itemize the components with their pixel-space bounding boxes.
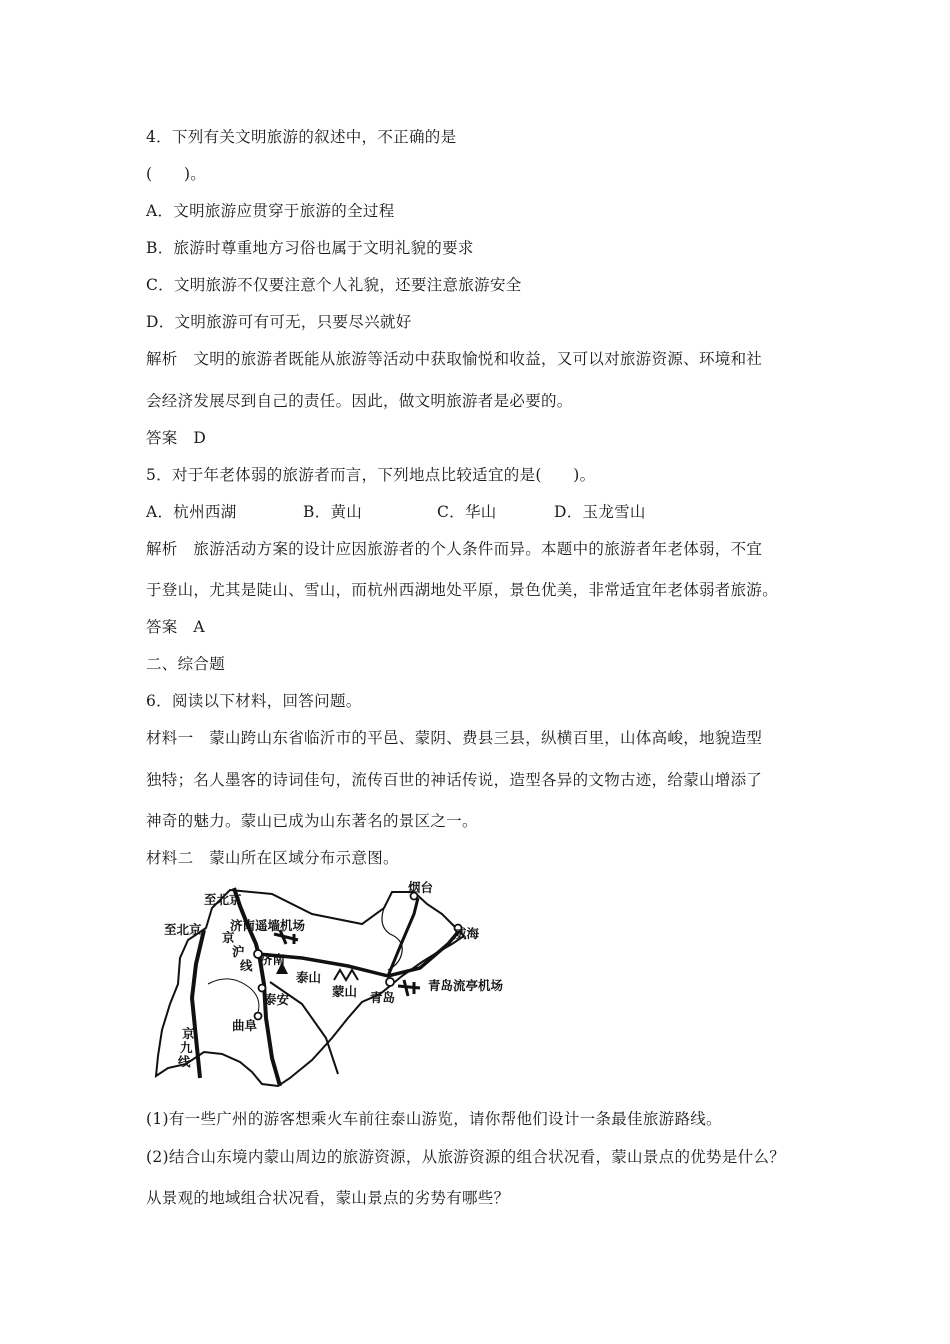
q4-option-c: C．文明旅游不仅要注意个人礼貌，还要注意旅游安全 bbox=[146, 276, 522, 294]
q5-analysis-line1: 解析 旅游活动方案的设计应因旅游者的个人条件而异。本题中的旅游者年老体弱，不宜 bbox=[146, 540, 763, 558]
label-qingdao-airport: 青岛流亭机场 bbox=[428, 978, 504, 993]
label-jingjiu-2: 九 bbox=[180, 1040, 193, 1055]
q5-option-b: B．黄山 bbox=[303, 503, 363, 521]
mengshan-mountain-icon bbox=[334, 970, 358, 980]
q4-option-d: D．文明旅游可有可无，只要尽兴就好 bbox=[146, 313, 412, 331]
q5-analysis-line2: 于登山，尤其是陡山、雪山，而杭州西湖地处平原，景色优美，非常适宜年老体弱者旅游。 bbox=[146, 581, 779, 599]
q6-subquestion-2-line2: 从景观的地域组合状况看，蒙山景点的劣势有哪些？ bbox=[146, 1189, 510, 1207]
railway-branch-yantai bbox=[388, 898, 418, 976]
railway-jingjiu bbox=[192, 930, 204, 1078]
q6-subquestion-1: (1)有一些广州的游客想乘火车前往泰山游览，请你帮他们设计一条最佳旅游路线。 bbox=[146, 1110, 722, 1128]
section-heading: 二、综合题 bbox=[146, 655, 226, 673]
q4-option-a: A．文明旅游应贯穿于旅游的全过程 bbox=[146, 202, 395, 220]
label-jinghu-1: 京 bbox=[222, 930, 235, 945]
label-qingdao: 青岛 bbox=[370, 990, 396, 1005]
q5-option-a: A．杭州西湖 bbox=[146, 503, 237, 521]
label-jinghu-3: 线 bbox=[240, 958, 253, 973]
q5-option-d: D．玉龙雪山 bbox=[554, 503, 646, 521]
label-jingjiu-3: 线 bbox=[178, 1054, 191, 1069]
qingdao-airport-icon bbox=[398, 980, 420, 996]
q4-stem: 4．下列有关文明旅游的叙述中，不正确的是 bbox=[146, 128, 457, 146]
q4-analysis-line2: 会经济发展尽到自己的责任。因此，做文明旅游者是必要的。 bbox=[146, 392, 573, 410]
label-weihai: 威海 bbox=[454, 926, 480, 941]
label-taishan: 泰山 bbox=[296, 970, 322, 985]
q6-subquestion-2-line1: (2)结合山东境内蒙山周边的旅游资源，从旅游资源的组合状况看，蒙山景点的优势是什么？ bbox=[146, 1148, 786, 1166]
label-jinghu-2: 沪 bbox=[232, 944, 245, 959]
q5-stem: 5．对于年老体弱的旅游者而言，下列地点比较适宜的是( )。 bbox=[146, 466, 596, 484]
label-to-beijing-upper: 至北京 bbox=[204, 892, 242, 907]
mengshan-region-map bbox=[152, 878, 522, 1088]
label-jinan: 济南 bbox=[260, 952, 286, 967]
q5-options bbox=[146, 502, 646, 522]
q6-material1-line1: 材料一 蒙山跨山东省临沂市的平邑、蒙阴、费县三县，纵横百里，山体高峻，地貌造型 bbox=[146, 729, 763, 747]
q5-answer: 答案 A bbox=[146, 618, 205, 636]
label-jingjiu-1: 京 bbox=[182, 1026, 195, 1041]
label-taian: 泰安 bbox=[264, 992, 290, 1007]
q4-answer: 答案 D bbox=[146, 429, 207, 447]
q6-material2: 材料二 蒙山所在区域分布示意图。 bbox=[146, 849, 399, 867]
taian-marker bbox=[259, 985, 266, 992]
inland-boundary bbox=[208, 979, 259, 1018]
label-mengshan: 蒙山 bbox=[332, 984, 358, 999]
label-qufu: 曲阜 bbox=[232, 1018, 258, 1033]
label-to-beijing-left: 至北京 bbox=[164, 922, 202, 937]
q6-material1-line2: 独特；名人墨客的诗词佳句，流传百世的神话传说，造型各异的文物古迹，给蒙山增添了 bbox=[146, 771, 763, 789]
label-yantai: 烟台 bbox=[408, 880, 434, 895]
q4-paren: ( )。 bbox=[146, 165, 207, 183]
q6-stem: 6．阅读以下材料，回答问题。 bbox=[146, 692, 362, 710]
q4-analysis-line1: 解析 文明的旅游者既能从旅游等活动中获取愉悦和收益，又可以对旅游资源、环境和社 bbox=[146, 350, 763, 368]
q4-option-b: B．旅游时尊重地方习俗也属于文明礼貌的要求 bbox=[146, 239, 474, 257]
coastline-bay bbox=[382, 908, 402, 970]
q5-option-c: C．华山 bbox=[437, 503, 497, 521]
label-jinan-airport: 济南遥墙机场 bbox=[230, 918, 306, 933]
q6-material1-line3: 神奇的魅力。蒙山已成为山东著名的景区之一。 bbox=[146, 812, 478, 830]
qingdao-marker bbox=[386, 978, 394, 986]
